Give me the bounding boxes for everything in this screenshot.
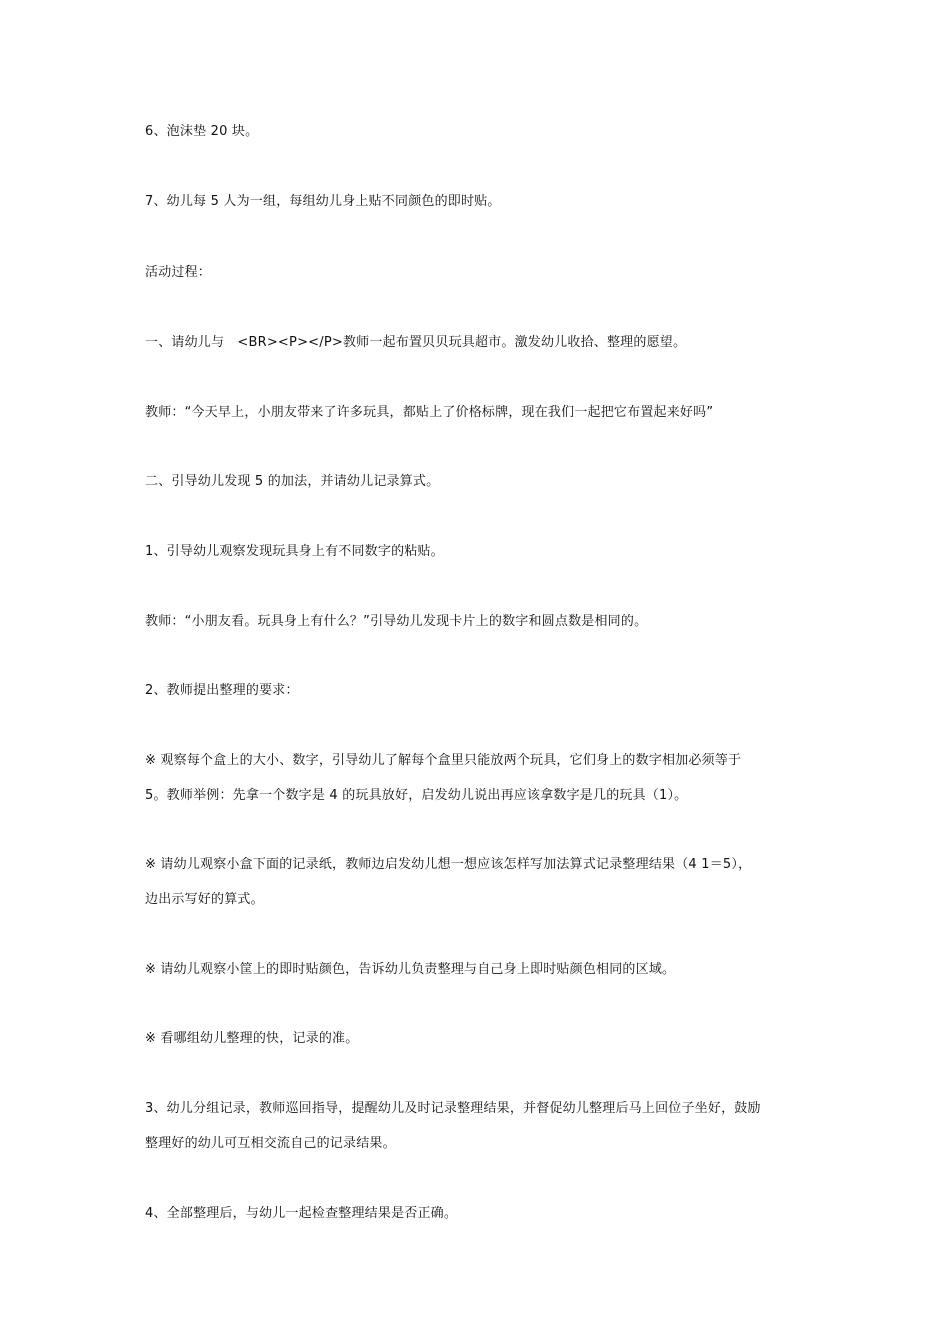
bullet-requirement-4: ※ 看哪组幼儿整理的快，记录的准。 xyxy=(145,1031,359,1046)
bullet-requirement-2-line-2: 边出示写好的算式。 xyxy=(145,892,264,907)
substep-3-line-2: 整理好的幼儿可互相交流自己的记录结果。 xyxy=(145,1136,396,1151)
paragraph-materials-6: 6、泡沫垫 20 块。 xyxy=(145,124,259,139)
step-heading-2: 二、引导幼儿发现 5 的加法，并请幼儿记录算式。 xyxy=(145,474,440,489)
bullet-requirement-1-line-1: ※ 观察每个盒上的大小、数字，引导幼儿了解每个盒里只能放两个玩具，它们身上的数字相加必须等于 xyxy=(145,753,742,768)
teacher-quote-2: 教师：“小朋友看。玩具身上有什么？”引导幼儿发现卡片上的数字和圆点数是相同的。 xyxy=(145,614,648,629)
section-heading-process: 活动过程： xyxy=(145,265,212,280)
substep-1: 1、引导幼儿观察发现玩具身上有不同数字的粘贴。 xyxy=(145,544,444,559)
teacher-quote-1: 教师：“今天早上，小朋友带来了许多玩具，都贴上了价格标牌，现在我们一起把它布置起来好吗” xyxy=(145,405,714,420)
substep-2: 2、教师提出整理的要求： xyxy=(145,683,299,698)
paragraph-materials-7: 7、幼儿每 5 人为一组，每组幼儿身上贴不同颜色的即时贴。 xyxy=(145,194,501,209)
bullet-requirement-3: ※ 请幼儿观察小筐上的即时贴颜色，告诉幼儿负责整理与自己身上即时贴颜色相同的区域。 xyxy=(145,962,676,977)
substep-4: 4、全部整理后，与幼儿一起检查整理结果是否正确。 xyxy=(145,1206,458,1221)
substep-3-line-1: 3、幼儿分组记录，教师巡回指导，提醒幼儿及时记录整理结果，并督促幼儿整理后马上回位子坐好，鼓励 xyxy=(145,1101,761,1116)
bullet-requirement-2-line-1: ※ 请幼儿观察小盒下面的记录纸，教师边启发幼儿想一想应该怎样写加法算式记录整理结果（4 1＝5）， xyxy=(145,857,752,872)
step-heading-1: 一、请幼儿与 <BR><P></P>教师一起布置贝贝玩具超市。激发幼儿收拾、整理的愿望。 xyxy=(145,335,687,350)
bullet-requirement-1-line-2: 5。教师举例：先拿一个数字是 4 的玩具放好，启发幼儿说出再应该拿数字是几的玩具（1）。 xyxy=(145,788,688,803)
